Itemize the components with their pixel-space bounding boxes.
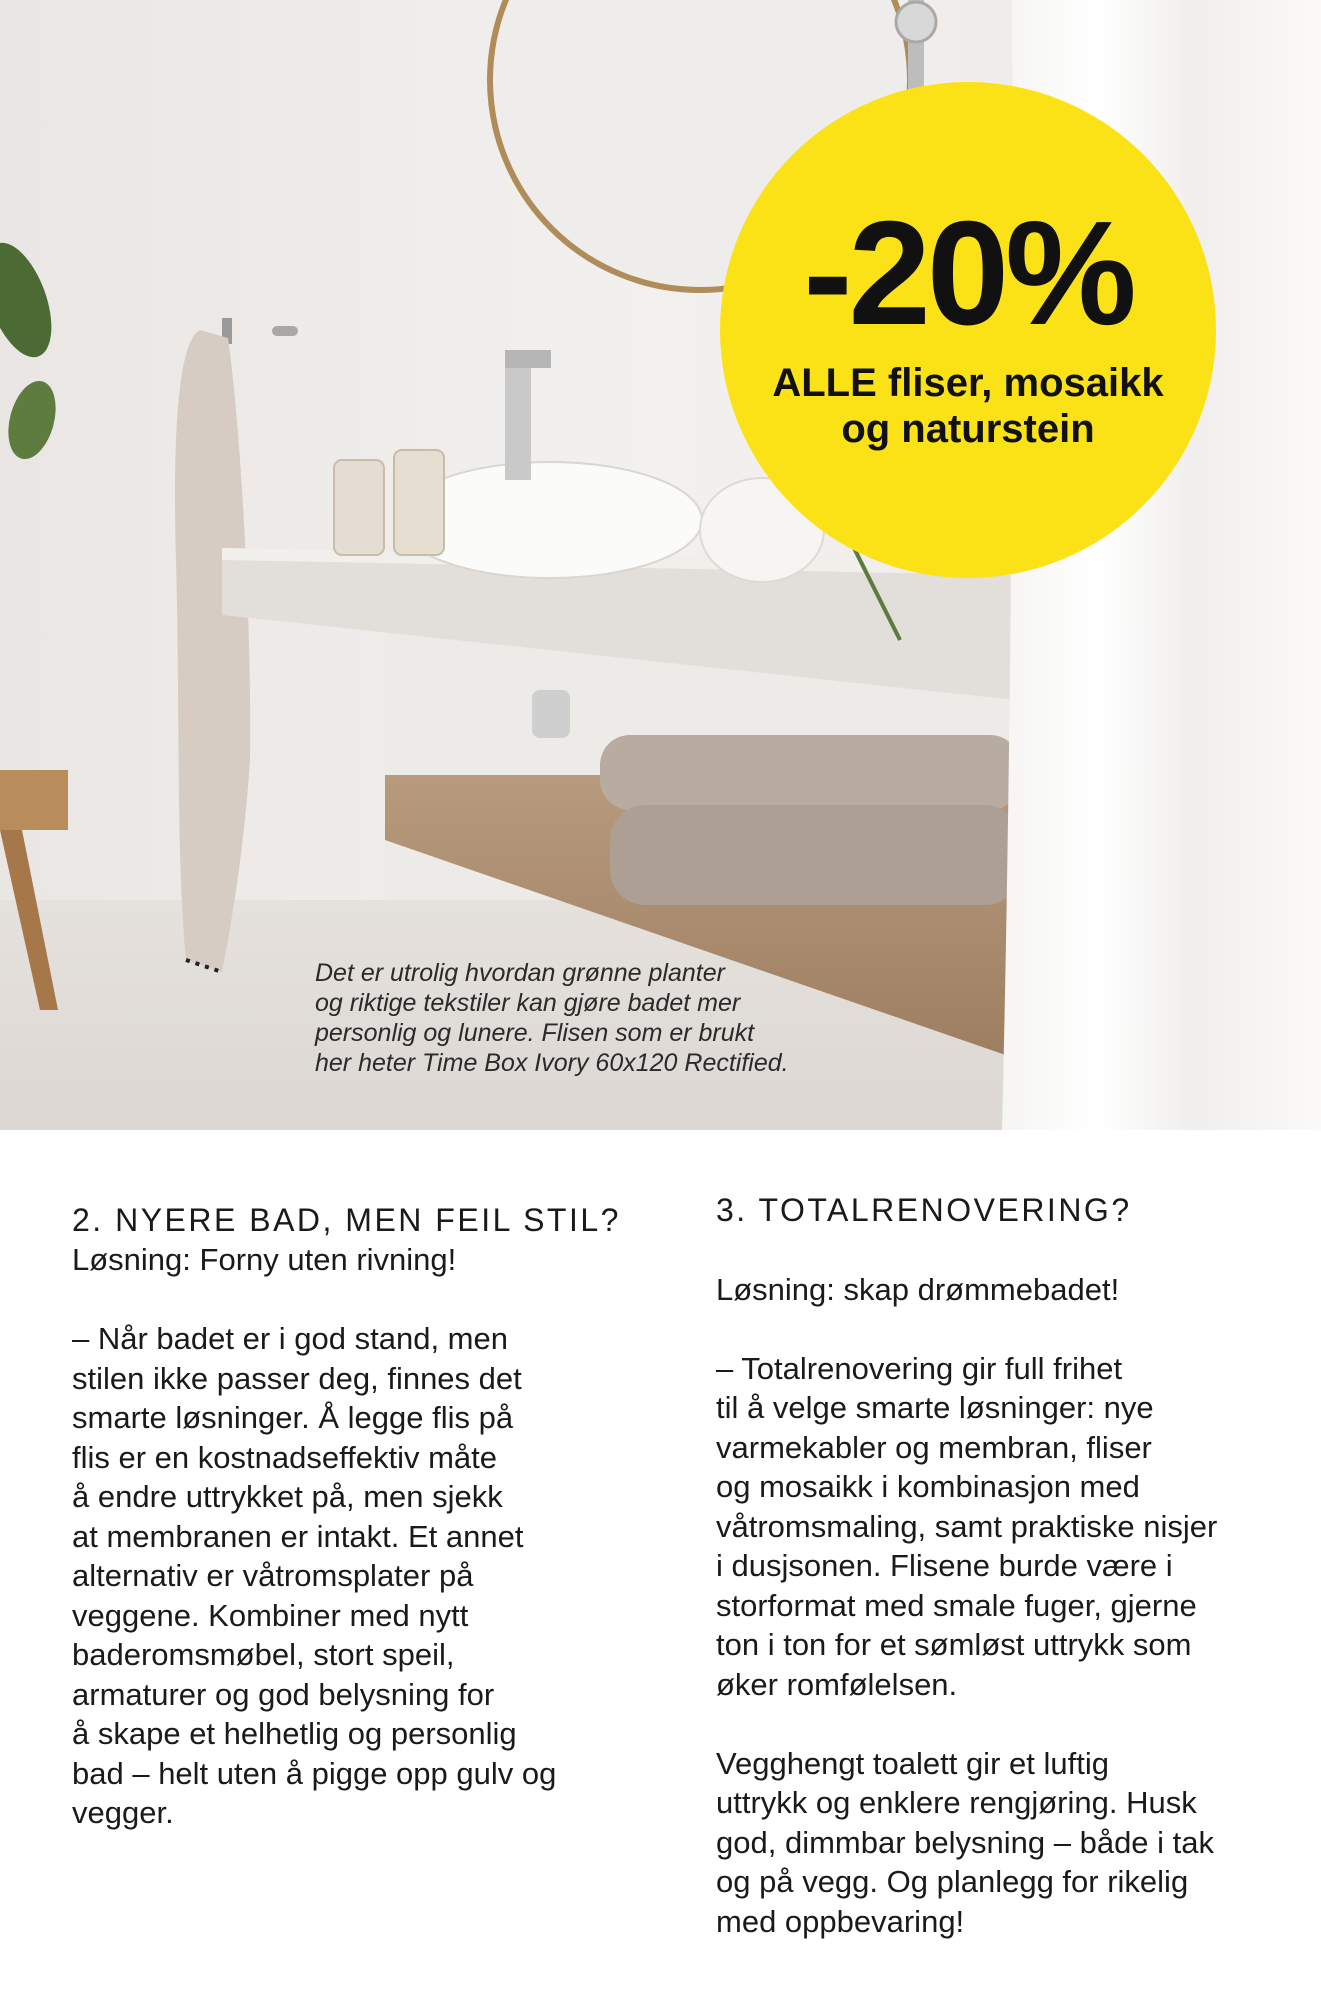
discount-description: ALLE fliser, mosaikk og naturstein xyxy=(772,361,1164,451)
faucet-spout xyxy=(505,350,551,368)
drain-pipe xyxy=(532,690,570,738)
wall-hook xyxy=(272,326,298,336)
photo-caption: Det er utrolig hvordan grønne planter og riktige tekstiler kan gjøre badet mer personlig og lunere. Flisen som er brukt her heter Time Box Ivory 60x120 Rectified. xyxy=(315,959,789,1077)
faucet xyxy=(505,350,531,480)
folded-towel xyxy=(610,805,1020,905)
section-body: Løsning: skap drømmebadet! – Totalrenovering gir full frihet til å velge smarte løsninger: nye varmekabler og membran, fliser og mosaikk i kombinasjon med våtromsmaling, samt praktiske nisjer i dusjsonen. Flisene burde være i storformat med smale fuger, gjerne ton i ton for et sømløst uttrykk som øker romfølelsen. Vegghengt toalett gir et luftig uttrykk og enklere rengjøring. Husk god, dimmbar belysning – både i tak og på vegg. Og planlegg for rikelig med oppbevaring! xyxy=(716,1271,1218,1939)
soap-bottle xyxy=(334,460,384,555)
section-total-renovation xyxy=(716,1190,1296,1941)
section-body: Løsning: Forny uten rivning! – Når badet er i god stand, men stilen ikke passer deg, finnes det smarte løsninger. Å legge flis på flis er en kostnadseffektiv måte å endre uttrykket på, men sjekk at membranen er intakt. Et annet alternativ er våtromsplater på veggene. Kombiner med nytt baderomsmøbel, stort speil, armaturer og god belysning for å skape et helhetlig og personlig bad – helt uten å pigge opp gulv og vegger. xyxy=(72,1242,557,1830)
section-heading: 2. NYERE BAD, MEN FEIL STIL? xyxy=(72,1202,621,1238)
section-heading: 3. TOTALRENOVERING? xyxy=(716,1192,1132,1228)
wooden-stool xyxy=(0,770,68,830)
discount-value: -20% xyxy=(803,191,1133,356)
shower-head-icon xyxy=(896,2,936,42)
folded-towel xyxy=(600,735,1020,810)
soap-bottle xyxy=(394,450,444,555)
discount-badge xyxy=(720,82,1216,578)
section-newer-bathroom xyxy=(72,1200,652,1833)
